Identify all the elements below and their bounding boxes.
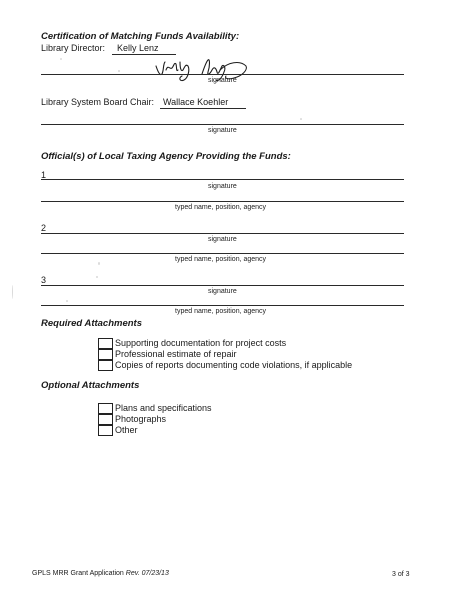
- official-entry-number: 3: [41, 275, 47, 285]
- board-chair-signature-caption: signature: [208, 127, 237, 134]
- required-item-label: Copies of reports documenting code violations, if applicable: [115, 360, 353, 370]
- optional-item-label: Plans and specifications: [115, 403, 212, 413]
- scan-speckle: [12, 285, 13, 299]
- required-checkbox-code-violations[interactable]: [98, 360, 113, 371]
- official-entry-number: 2: [41, 223, 47, 233]
- board-chair-label: Library System Board Chair:: [41, 97, 155, 107]
- official-3-typed-line: [41, 305, 404, 306]
- official-1-typed-caption: typed name, position, agency: [175, 204, 267, 211]
- optional-item-label: Other: [115, 425, 138, 435]
- optional-checkbox-photographs[interactable]: [98, 414, 113, 425]
- director-name-line: [112, 54, 176, 55]
- director-signature-caption: signature: [208, 77, 237, 84]
- required-item-label: Professional estimate of repair: [115, 349, 237, 359]
- scan-speckle: [98, 262, 100, 265]
- footer-form-info: [32, 570, 169, 577]
- scan-speckle: [118, 70, 120, 72]
- scan-speckle: [66, 300, 68, 302]
- board-chair-name-line: [160, 108, 246, 109]
- certification-heading: Certification of Matching Funds Availability:: [41, 31, 240, 42]
- required-item-label: Supporting documentation for project costs: [115, 338, 287, 348]
- official-3-signature-line: [41, 285, 404, 286]
- official-1-typed-line: [41, 201, 404, 202]
- director-signature-line: [41, 74, 404, 75]
- library-director-label: Library Director:: [41, 43, 106, 53]
- official-2-typed-caption: typed name, position, agency: [175, 256, 267, 263]
- official-2-typed-line: [41, 253, 404, 254]
- official-3-typed-caption: typed name, position, agency: [175, 308, 267, 315]
- library-director-name: Kelly Lenz: [117, 43, 159, 53]
- required-checkbox-supporting-docs[interactable]: [98, 338, 113, 349]
- official-1-signature-line: [41, 179, 404, 180]
- optional-attachments-heading: Optional Attachments: [41, 380, 140, 391]
- official-2-signature-line: [41, 233, 404, 234]
- scan-speckle: [60, 58, 62, 60]
- optional-item-label: Photographs: [115, 414, 167, 424]
- officials-heading: Official(s) of Local Taxing Agency Providing the Funds:: [41, 151, 291, 162]
- handwritten-signature: [150, 56, 250, 90]
- required-checkbox-estimate[interactable]: [98, 349, 113, 360]
- official-2-signature-caption: signature: [208, 236, 237, 243]
- official-1-signature-caption: signature: [208, 183, 237, 190]
- footer-page-number: 3 of 3: [392, 571, 410, 578]
- scan-speckle: [300, 118, 302, 120]
- scan-speckle: [96, 276, 98, 278]
- official-3-signature-caption: signature: [208, 288, 237, 295]
- footer-revision: Rev. 07/23/13: [125, 570, 169, 577]
- optional-checkbox-plans[interactable]: [98, 403, 113, 414]
- optional-checkbox-other[interactable]: [98, 425, 113, 436]
- board-chair-name: Wallace Koehler: [163, 97, 229, 107]
- required-attachments-heading: Required Attachments: [41, 318, 142, 329]
- footer-form-name: GPLS MRR Grant Application: [32, 570, 124, 577]
- board-chair-signature-line: [41, 124, 404, 125]
- official-entry-number: 1: [41, 170, 47, 180]
